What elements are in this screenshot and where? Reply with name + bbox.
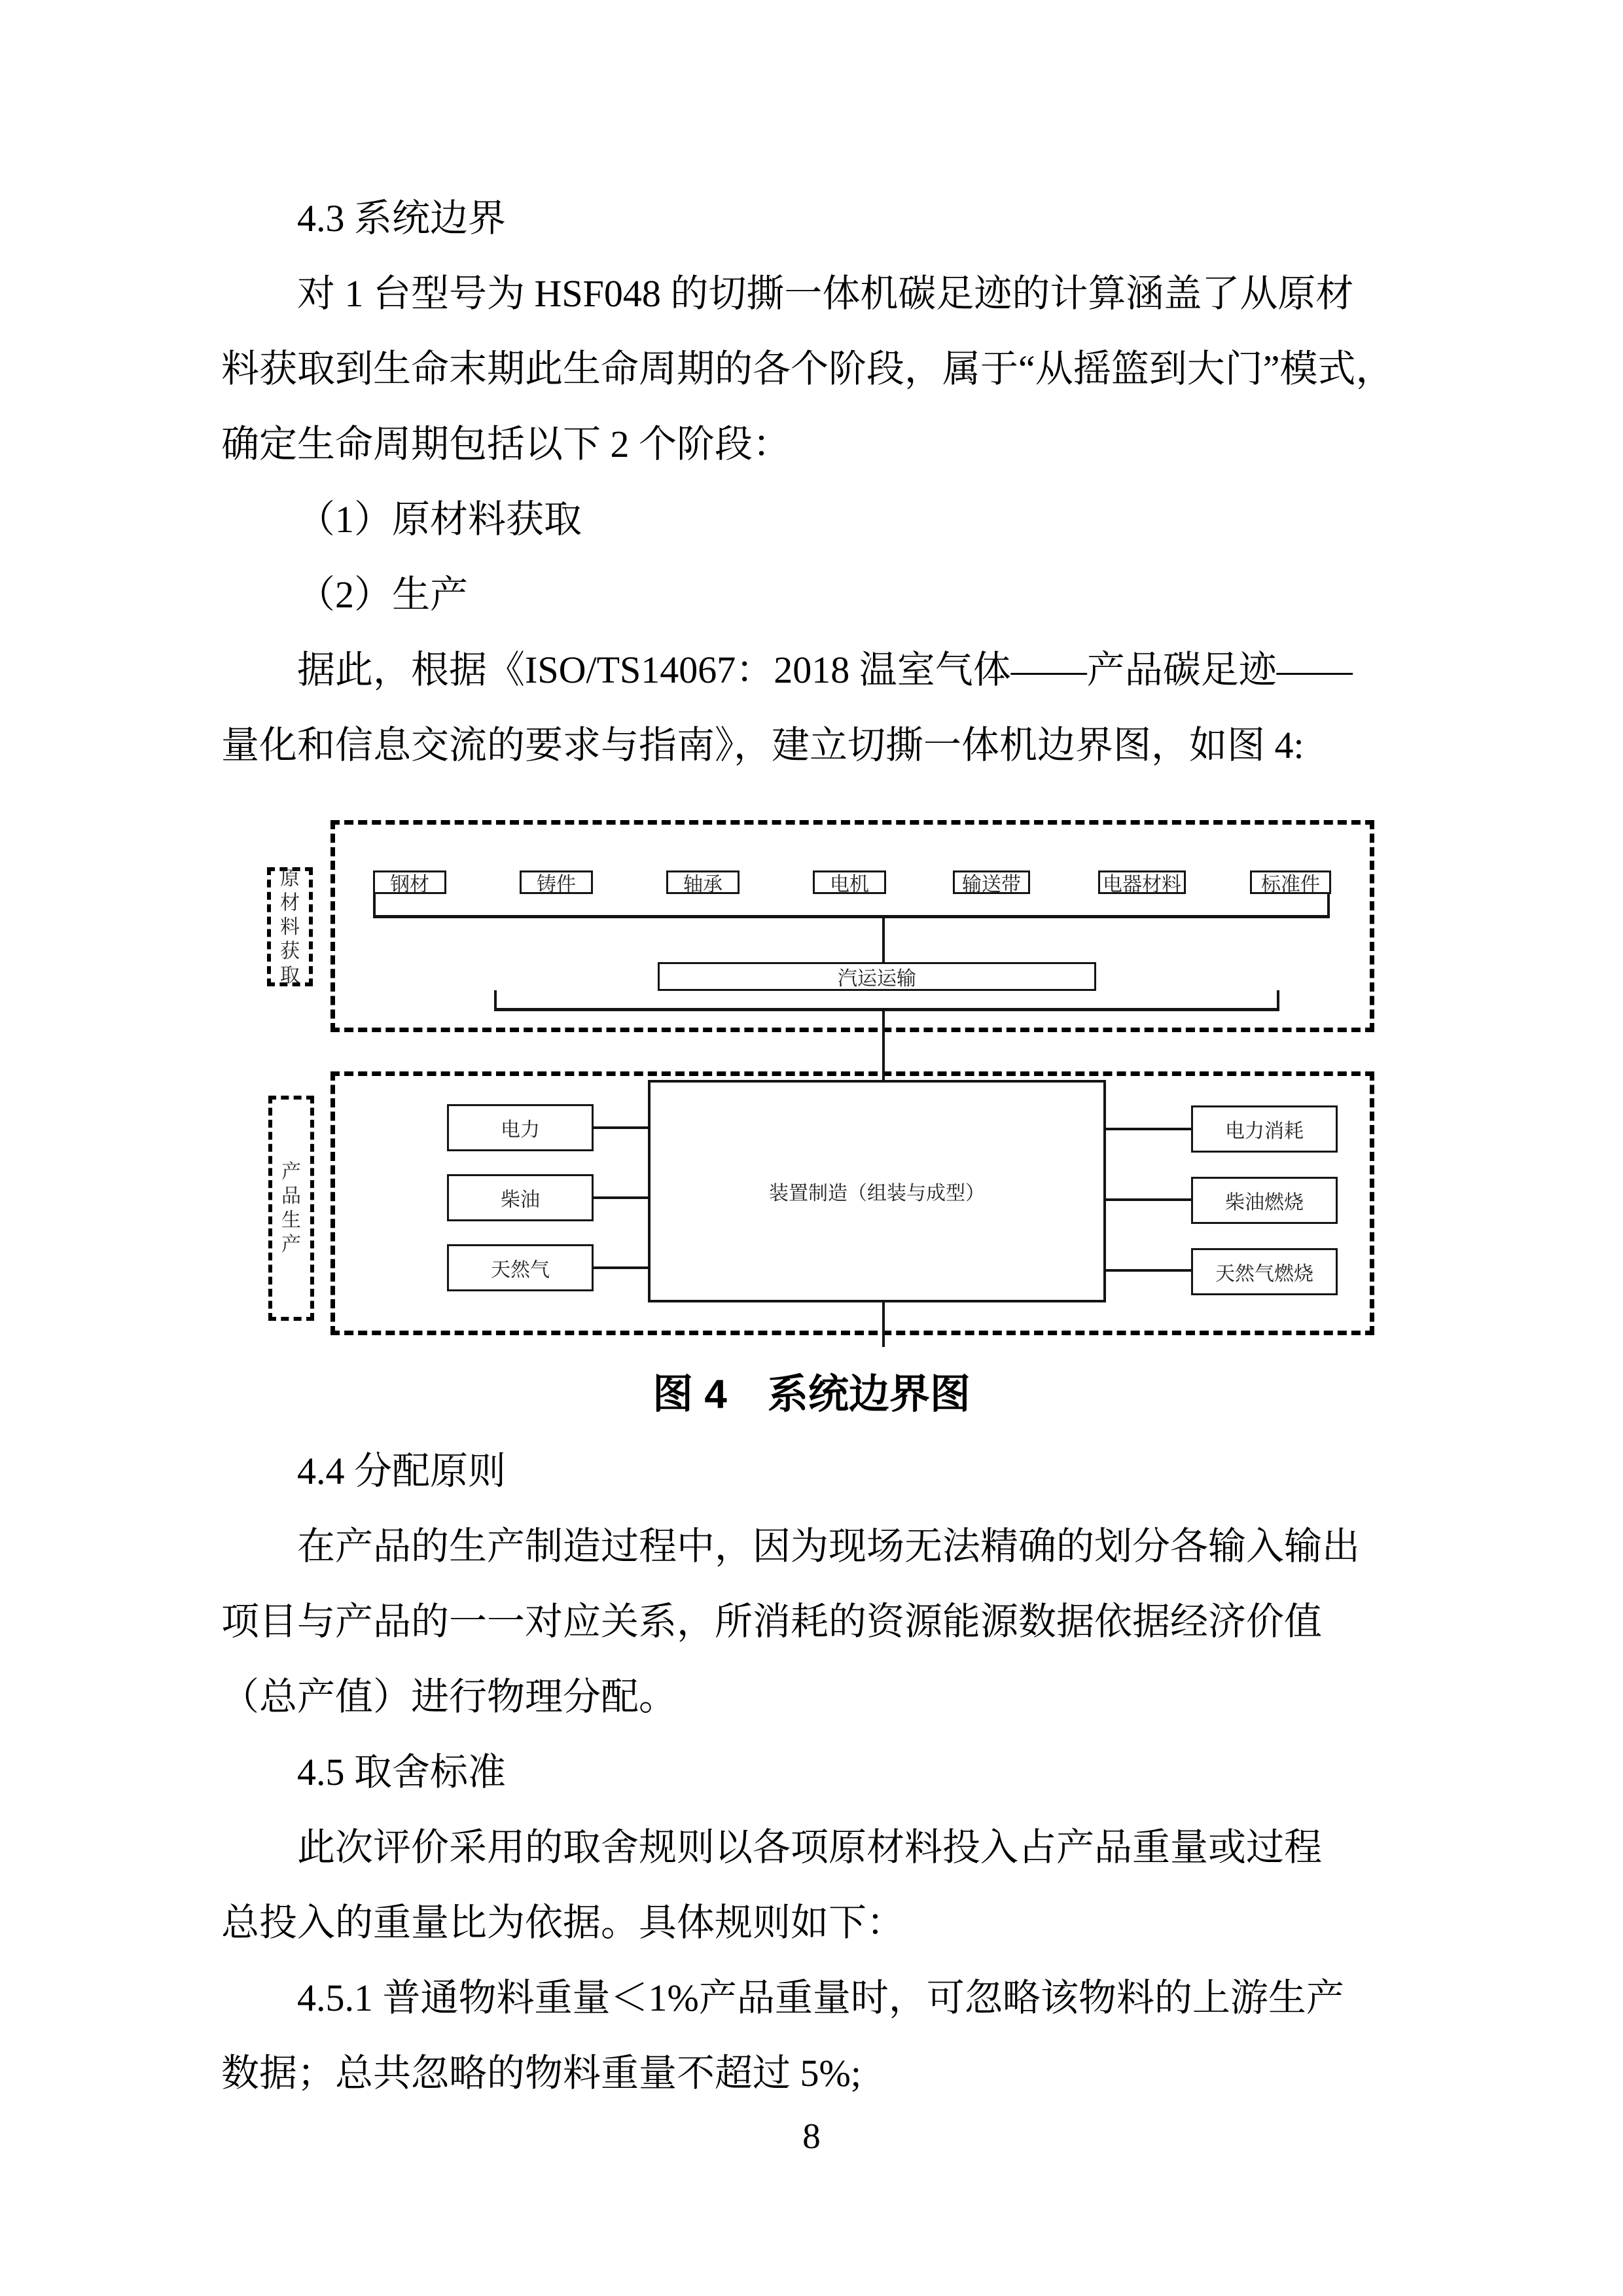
- section-heading-4-5: 4.5 取舍标准: [297, 1751, 507, 1793]
- stage-label-line: 料获: [280, 916, 300, 962]
- electricity-connector-line: [592, 1126, 649, 1129]
- input-box-electricity: 电力: [447, 1104, 594, 1151]
- text-block-top: [221, 181, 1415, 783]
- bus-right-tick-line: [1327, 894, 1330, 916]
- process-box-manufacturing: 装置制造（组装与成型）: [648, 1080, 1106, 1302]
- transport-bracket-line: [494, 1008, 1279, 1011]
- section-heading-4-5-1: 4.5.1 普通物料重量＜1%产品重量时，可忽略该物料的上游生产: [297, 1977, 1344, 2019]
- bus-left-tick-line: [373, 894, 376, 916]
- page-number: 8: [802, 2116, 821, 2156]
- material-box-motor: 电机: [813, 870, 886, 894]
- output-box-diesel-combustion: 柴油燃烧: [1191, 1177, 1338, 1224]
- paragraph-line: 数据；总共忽略的物料重量不超过 5%;: [221, 2052, 861, 2094]
- natural-gas-connector-line: [592, 1266, 649, 1269]
- transport-to-process-connector-line: [882, 1011, 885, 1080]
- section-heading-4-4: 4.4 分配原则: [297, 1450, 507, 1492]
- list-item-1: （1）原材料获取: [297, 498, 582, 541]
- transport-box: 汽运运输: [658, 962, 1096, 991]
- paragraph-line: 确定生命周期包括以下 2 个阶段：: [221, 423, 791, 465]
- input-box-diesel: 柴油: [447, 1174, 594, 1221]
- material-box-electrical-materials: 电器材料: [1098, 870, 1186, 894]
- stage-label-line: 原材: [280, 867, 300, 914]
- electricity-consumption-connector-line: [1105, 1128, 1192, 1130]
- paragraph-line: （总产值）进行物理分配。: [221, 1676, 677, 1718]
- diesel-combustion-connector-line: [1105, 1198, 1192, 1201]
- output-box-natural-gas-combustion: 天然气燃烧: [1191, 1248, 1338, 1295]
- system-boundary-diagram: [0, 818, 1623, 1371]
- stage-label-line: 取: [280, 964, 300, 986]
- natural-gas-combustion-connector-line: [1105, 1269, 1192, 1272]
- paragraph-line: 对 1 台型号为 HSF048 的切撕一体机碳足迹的计算涵盖了从原材: [297, 272, 1354, 315]
- input-box-natural-gas: 天然气: [447, 1244, 594, 1291]
- process-exit-line: [882, 1302, 885, 1347]
- stage-label-product-production: [268, 1096, 314, 1321]
- material-box-castings: 铸件: [520, 870, 593, 894]
- bracket-right-tick-line: [1277, 990, 1279, 1008]
- diesel-connector-line: [592, 1196, 649, 1199]
- material-box-conveyor-belt: 输送带: [953, 870, 1030, 894]
- paragraph-line: 据此，根据《ISO/TS14067：2018 温室气体——产品碳足迹——: [297, 649, 1353, 691]
- stage-label-line: 产品: [281, 1161, 301, 1207]
- list-item-2: （2）生产: [297, 573, 469, 616]
- stage-label-raw-material-acquisition: [267, 867, 313, 986]
- paragraph-line: 料获取到生命末期此生命周期的各个阶段，属于“从摇篮到大门”模式，: [221, 348, 1394, 390]
- raw-material-stage-boundary: [330, 820, 1374, 1032]
- paragraph-line: 此次评价采用的取舍规则以各项原材料投入占产品重量或过程: [297, 1826, 1323, 1869]
- material-box-bearings: 轴承: [666, 870, 740, 894]
- figure-caption: 图 4 系统边界图: [652, 1372, 971, 1417]
- output-box-electricity-consumption: 电力消耗: [1191, 1105, 1338, 1153]
- stage-label-line: 生产: [281, 1210, 301, 1255]
- bracket-left-tick-line: [494, 990, 497, 1008]
- paragraph-line: 在产品的生产制造过程中，因为现场无法精确的划分各输入输出: [297, 1525, 1361, 1568]
- section-heading-4-3: 4.3 系统边界: [297, 197, 507, 240]
- paragraph-line: 项目与产品的一一对应关系，所消耗的资源能源数据依据经济价值: [221, 1600, 1323, 1643]
- material-bus-line: [373, 915, 1330, 918]
- bus-to-transport-connector-line: [882, 918, 885, 962]
- paragraph-line: 总投入的重量比为依据。具体规则如下：: [221, 1901, 905, 1944]
- material-box-standard-parts: 标准件: [1250, 870, 1331, 894]
- text-block-bottom: [221, 1433, 1415, 2111]
- material-box-steel: 钢材: [373, 870, 446, 894]
- paragraph-line: 量化和信息交流的要求与指南》，建立切撕一体机边界图，如图 4:: [221, 724, 1304, 766]
